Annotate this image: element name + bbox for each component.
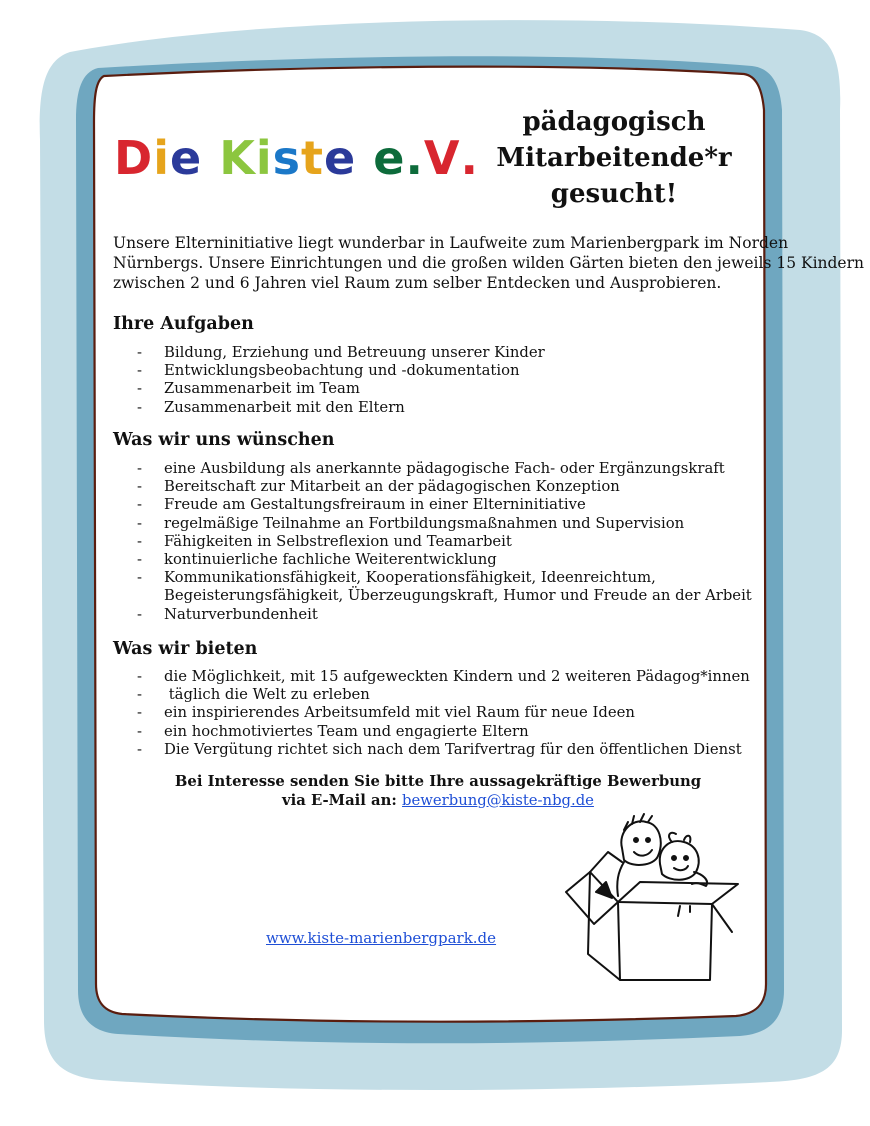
logo-letter: .	[460, 131, 480, 185]
kids-in-box-illustration	[560, 812, 748, 990]
job-headline	[490, 104, 738, 212]
logo-letter: V	[423, 131, 461, 185]
logo-letter: K	[219, 131, 256, 185]
headline-line: Mitarbeitende*r	[496, 143, 732, 173]
list-item: - eine Ausbildung als anerkannte pädagogische Fach- oder Ergänzungskraft	[137, 460, 752, 478]
website-link[interactable]: www.kiste-marienbergpark.de	[266, 929, 497, 947]
list-item	[137, 569, 752, 605]
intro-line: zwischen 2 und 6 Jahren viel Raum zum selber Entdecken und Ausprobieren.	[113, 274, 722, 292]
headline-line: pädagogisch	[522, 107, 706, 137]
logo	[114, 128, 480, 188]
list-item: - Naturverbundenheit	[137, 606, 752, 624]
logo-letter: e	[373, 131, 406, 185]
contact-block	[113, 773, 763, 810]
contact-line: Bei Interesse senden Sie bitte Ihre aussagekräftige Bewerbung	[174, 773, 702, 790]
logo-letter: .	[405, 131, 424, 185]
headline-line: gesucht!	[550, 179, 678, 209]
list-item-continuation: Begeisterungsfähigkeit, Überzeugungskraft, Humor und Freude an der Arbeit	[164, 587, 752, 605]
logo-letter	[202, 128, 219, 188]
intro-paragraph	[113, 233, 865, 293]
email-link[interactable]: bewerbung@kiste-nbg.de	[402, 791, 594, 809]
logo-letter: s	[272, 131, 302, 185]
logo-letter: t	[301, 131, 325, 185]
list-item: - die Möglichkeit, mit 15 aufgeweckten Kindern und 2 weiteren Pädagog*innen	[137, 668, 750, 686]
list-item: - Die Vergütung richtet sich nach dem Tarifvertrag für den öffentlichen Dienst	[137, 741, 750, 759]
intro-line: Nürnbergs. Unsere Einrichtungen und die großen wilden Gärten bieten den jeweils 15 Kindern	[113, 254, 865, 272]
section-heading-wishes: Was wir uns wünschen	[113, 430, 335, 450]
list-item: - Fähigkeiten in Selbstreflexion und Teamarbeit	[137, 533, 752, 551]
list-item: - ein hochmotiviertes Team und engagierte Eltern	[137, 723, 750, 741]
tasks-list	[137, 344, 545, 417]
list-item: - ein inspirierendes Arbeitsumfeld mit viel Raum für neue Ideen	[137, 704, 750, 722]
wishes-list	[137, 460, 752, 624]
logo-letter: e	[169, 131, 203, 185]
email-prefix: via E-Mail an:	[282, 791, 403, 809]
logo-letter	[356, 128, 373, 188]
logo-letter: i	[255, 131, 273, 185]
offer-list	[137, 668, 750, 759]
list-item: - Bildung, Erziehung und Betreuung unserer Kinder	[137, 344, 545, 362]
list-item: - Entwicklungsbeobachtung und -dokumentation	[137, 362, 545, 380]
list-item: - Zusammenarbeit mit den Eltern	[137, 399, 545, 417]
list-item: - Zusammenarbeit im Team	[137, 380, 545, 398]
list-item-text: - Kommunikationsfähigkeit, Kooperationsfähigkeit, Ideenreichtum,	[164, 569, 656, 587]
list-item: - regelmäßige Teilnahme an Fortbildungsmaßnahmen und Supervision	[137, 515, 752, 533]
list-item: - Freude am Gestaltungsfreiraum in einer Elterninitiative	[137, 496, 752, 514]
contact-line-email	[113, 792, 763, 811]
list-item: - täglich die Welt zu erleben	[137, 686, 750, 704]
logo-letter: i	[153, 131, 170, 185]
section-heading-offer: Was wir bieten	[113, 639, 258, 659]
section-heading-tasks: Ihre Aufgaben	[113, 314, 254, 334]
logo-letter: D	[114, 131, 154, 185]
intro-line: Unsere Elterninitiative liegt wunderbar in Laufweite zum Marienbergpark im Norden	[113, 234, 789, 252]
list-item: - Bereitschaft zur Mitarbeit an der pädagogischen Konzeption	[137, 478, 752, 496]
list-item: - kontinuierliche fachliche Weiterentwicklung	[137, 551, 752, 569]
girl-figure	[660, 833, 707, 886]
cardboard-box	[566, 852, 738, 980]
logo-letter: e	[324, 131, 357, 185]
